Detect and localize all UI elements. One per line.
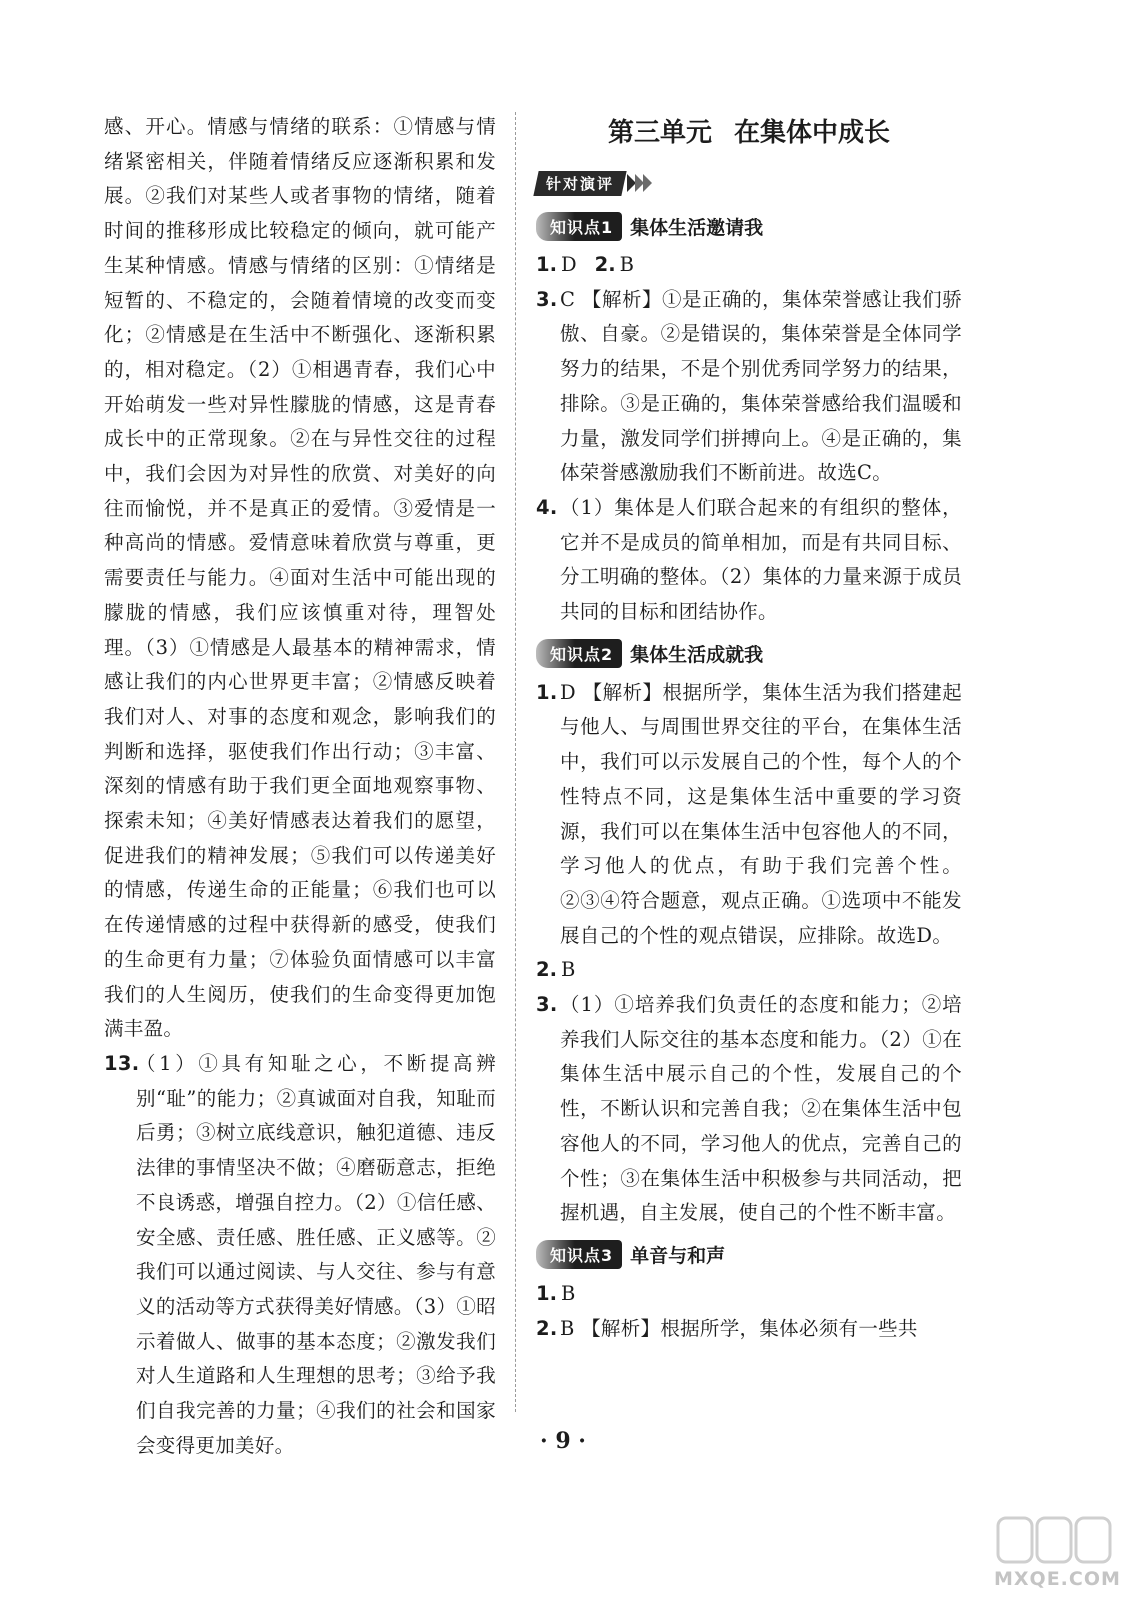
knowledge-point-badge: 知识点2 — [536, 639, 622, 668]
question-answer: B — [560, 958, 576, 982]
question-number: 1. — [536, 253, 557, 276]
knowledge-point-3-header — [536, 1235, 962, 1275]
unit-name: 在集体中成长 — [734, 118, 891, 148]
kp2-question-3 — [536, 988, 962, 1231]
page-number: · 9 · — [540, 1428, 586, 1454]
answer-continuation: 感、开心。情感与情绪的联系：①情感与情绪紧密相关，伴随着情绪反应逐渐积累和发展。②我们对某些人或者事物的情绪，随着时间的推移形成比较稳定的倾向，就可能产生某种情感。情感与情绪的区别：①情绪是短暂的、不稳定的，会随着情境的改变而变化；②情感是在生活中不断强化、逐渐积累的，相对稳定。（2）①相遇青春，我们心中开始萌发一些对异性朦胧的情感，这是青春成长中的正常现象。②在与异性交往的过程中，我们会因为对异性的欣赏、对美好的向往而愉悦，并不是真正的爱情。③爱情是一种高尚的情感。爱情意味着欣赏与尊重，更需要责任与能力。④面对生活中可能出现的朦胧的情感，我们应该慎重对待，理智处理。（3）①情感是人最基本的精神需求，情感让我们的内心世界更丰富；②情感反映着我们对人、对事的态度和观念，影响我们的判断和选择，驱使我们作出行动；③丰富、深刻的情感有助于我们更全面地观察事物、探索未知；④美好情感表达着我们的愿望，促进我们的精神发展；⑤我们可以传递美好的情感，传递生命的正能量；⑥我们也可以在传递情感的过程中获得新的感受，使我们的生命更有力量；⑦体验负面情感可以丰富我们的人生阅历，使我们的生命变得更加饱满丰盈。 — [104, 115, 496, 1041]
question-13 — [104, 1047, 496, 1463]
knowledge-point-badge: 知识点1 — [536, 212, 622, 241]
knowledge-point-1-header — [536, 206, 962, 246]
kp1-question-3 — [536, 283, 962, 491]
kp1-questions-1-2 — [536, 248, 962, 283]
kp3-question-1 — [536, 1277, 962, 1312]
right-column — [536, 110, 962, 1346]
knowledge-point-title: 集体生活成就我 — [630, 644, 764, 667]
question-number: 3. — [536, 993, 558, 1017]
knowledge-point-title: 单音与和声 — [630, 1245, 726, 1268]
question-answer: D 【解析】根据所学，集体生活为我们搭建起与他人、与周围世界交往的平台，在集体生活中，我们可以示发展自己的个性，每个人的个性特点不同，这是集体生活中重要的学习资源，我们可以在集体生活中包容他人的不同，学习他人的优点，有助于我们完善个性。②③④符合题意，观点正确。①选项中不能发展自己的个性的观点错误，应排除。故选D。 — [560, 680, 962, 947]
knowledge-point-title: 集体生活邀请我 — [630, 216, 764, 239]
knowledge-point-badge: 知识点3 — [536, 1240, 622, 1269]
question-answer: （1）①培养我们负责任的态度和能力；②培养我们人际交往的基本态度和能力。（2）①在集体生活中展示自己的个性，发展自己的个性，不断认识和完善自我；②在集体生活中包容他人的不同，学习他人的优点，完善自己的个性；③在集体生活中积极参与共同活动，把握机遇，自主发展，使自己的个性不断丰富。 — [560, 993, 962, 1225]
question-answer: C 【解析】①是正确的，集体荣誉感让我们骄傲、自豪。②是错误的，集体荣誉是全体同学努力的结果，不是个别优秀同学努力的结果，排除。③是正确的，集体荣誉感给我们温暖和力量，激发同学们拼搏向上。④是正确的，集体荣誉感激励我们不断前进。故选C。 — [560, 287, 962, 485]
question-number: 1. — [536, 1281, 557, 1305]
question-answer: B — [560, 1281, 576, 1305]
question-number: 2. — [536, 1316, 558, 1340]
kp1-question-4 — [536, 491, 962, 630]
question-answer: B 【解析】根据所学，集体必须有一些共 — [560, 1316, 918, 1340]
banner-arrow-icon — [628, 174, 652, 192]
unit-title — [536, 102, 962, 164]
unit-number: 第三单元 — [607, 118, 712, 148]
question-answer: D — [560, 253, 577, 276]
question-number: 2. — [594, 253, 616, 276]
watermark-text: MXQE.COM — [994, 1568, 1121, 1590]
left-column — [104, 110, 496, 1463]
watermark-seal-icon — [994, 1512, 1114, 1570]
kp2-question-2 — [536, 953, 962, 988]
banner-label: 针对演评 — [546, 174, 615, 193]
section-banner — [536, 166, 962, 200]
knowledge-point-2-header — [536, 634, 962, 674]
kp2-question-1 — [536, 676, 962, 954]
question-answer: （1）①具有知耻之心，不断提高辨别“耻”的能力；②真诚面对自我，知耻而后勇；③树立底线意识，触犯道德、违反法律的事情坚决不做；④磨砺意志，拒绝不良诱惑，增强自控力。（2）①信任感、安全感、责任感、胜任感、正义感等。②我们可以通过阅读、与人交往、参与有意义的活动等方式获得美好情感。（3）①昭示着做人、做事的基本态度；②激发我们对人生道路和人生理想的思考；③给予我们自我完善的力量；④我们的社会和国家会变得更加美好。 — [136, 1051, 496, 1457]
column-divider — [515, 112, 516, 1412]
question-answer: B — [619, 253, 634, 276]
kp3-question-2 — [536, 1312, 962, 1347]
question-number: 1. — [536, 680, 558, 704]
question-number: 4. — [536, 495, 558, 519]
question-number: 13. — [104, 1051, 140, 1075]
question-number: 3. — [536, 287, 558, 311]
question-answer: （1）集体是人们联合起来的有组织的整体，它并不是成员的简单相加，而是有共同目标、分工明确的整体。（2）集体的力量来源于成员共同的目标和团结协作。 — [560, 495, 962, 624]
watermark-logo — [994, 1512, 1121, 1594]
question-number: 2. — [536, 958, 557, 982]
